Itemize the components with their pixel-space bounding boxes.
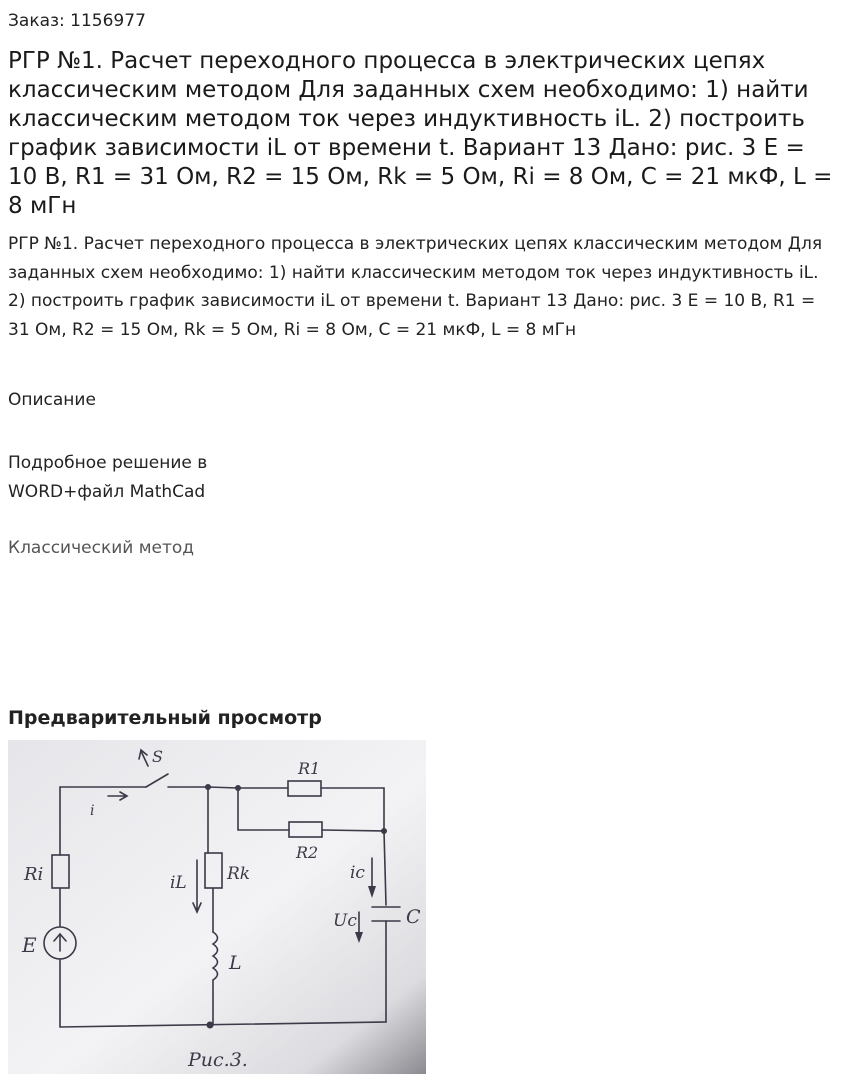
solution-note-line: WORD+файл MathCad: [8, 482, 206, 502]
page-title: РГР №1. Расчет переходного процесса в электрических цепях классическим методом Для заданных схем необходимо: 1) найти классическим методом ток через индуктивность iL. 2) построить график зависимости iL от времени t. Вариант 13 Дано: рис. 3 E = 10 B, R1 = 31 Ом, R2 = 15 Ом, Rk = 5 Ом, Ri = 8 Ом, C = 21 мкФ, L = 8 мГн: [8, 48, 833, 219]
label-c: C: [406, 906, 421, 928]
circuit-diagram: [8, 740, 426, 1074]
node-top: [205, 784, 211, 790]
description-section-label: Описание: [8, 390, 96, 410]
label-il: iL: [170, 873, 187, 893]
label-e: E: [22, 933, 37, 957]
label-ri: Ri: [24, 864, 44, 885]
order-number: Заказ: 1156977: [8, 11, 146, 31]
figure-caption: Рис.3.: [188, 1049, 248, 1071]
solution-note: [8, 449, 308, 507]
label-l: L: [229, 952, 242, 974]
label-current-i: i: [90, 803, 95, 819]
label-r1: R1: [298, 759, 321, 778]
method-category-label: Классический метод: [8, 538, 195, 558]
label-ic: ic: [350, 863, 365, 883]
wire-r2-out: [322, 830, 384, 831]
label-r2: R2: [296, 843, 319, 862]
label-rk: Rk: [227, 864, 251, 884]
preview-heading: Предварительный просмотр: [8, 707, 322, 729]
label-uc: Uc: [333, 911, 357, 931]
label-switch: S: [152, 747, 163, 766]
node-bottom: [207, 1022, 214, 1029]
node-r-join: [381, 828, 387, 834]
solution-note-line: Подробное решение в: [8, 453, 208, 473]
node-r-split: [235, 785, 241, 791]
description-text: РГР №1. Расчет переходного процесса в электрических цепях классическим методом Для заданных схем необходимо: 1) найти классическим методом ток через индуктивность iL. 2) построить график зависимости iL от времени t. Вариант 13 Дано: рис. 3 E = 10 B, R1 = 31 Ом, R2 = 15 Ом, Rk = 5 Ом, Ri = 8 Ом, C = 21 мкФ, L = 8 мГн: [8, 234, 823, 340]
circuit-preview-image: [8, 740, 426, 1074]
